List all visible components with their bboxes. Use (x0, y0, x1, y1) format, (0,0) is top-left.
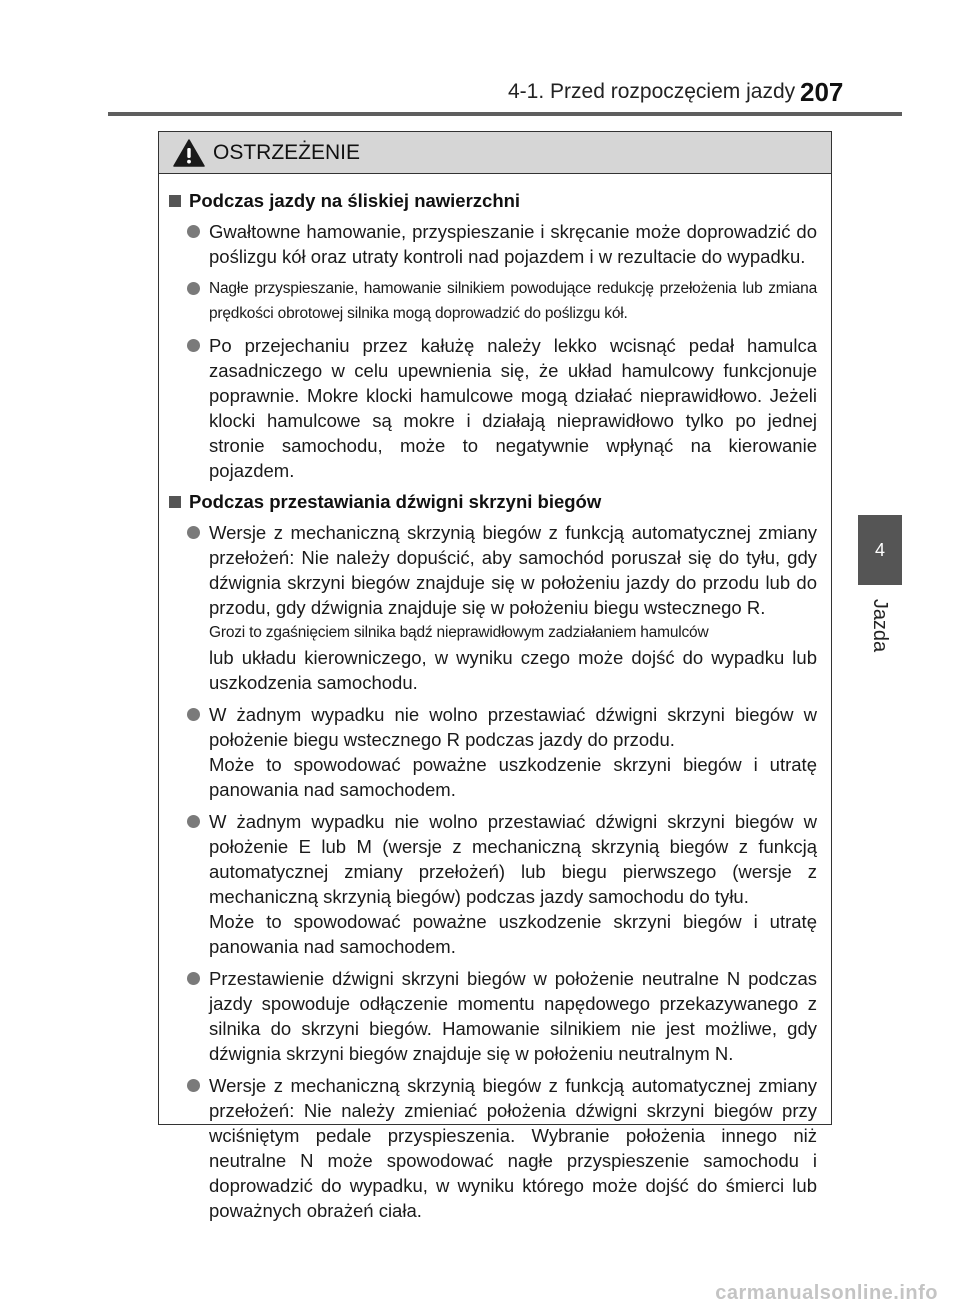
section-title-text: Podczas przestawiania dźwigni skrzyni biegów (189, 491, 602, 512)
chapter-tab-label (862, 595, 898, 655)
bullet-text (209, 520, 817, 695)
bullet-text (209, 219, 817, 269)
bullet-item (187, 809, 817, 959)
warning-header (159, 132, 831, 174)
bullet-item (187, 276, 817, 326)
round-bullet-icon (187, 972, 200, 985)
bullet-text (209, 702, 817, 802)
bullet-paragraph: W żadnym wypadku nie wolno przestawiać dźwigni skrzyni biegów w położenie E lub M (wersje z mechaniczną skrzynią biegów z funkcją automatycznej zmiany przełożeń) lub biegu pierwszego (wersje z mechaniczną skrzynią biegów) podczas jazdy samochodu do tyłu. (209, 811, 817, 907)
warning-triangle-icon (173, 139, 205, 167)
round-bullet-icon (187, 339, 200, 352)
bullet-paragraph: Wersje z mechaniczną skrzynią biegów z funkcją automatycznej zmiany przełożeń: Nie należy dopuścić, aby samochód poruszał się do tyłu, gdy dźwignia skrzyni biegów znajduje się w położeniu jazdy do przodu lub do przodu, gdy dźwignia znajduje się w położeniu biegu wstecznego R. (209, 522, 817, 618)
warning-box (158, 131, 832, 1221)
warning-title: OSTRZEŻENIE (213, 140, 361, 164)
bullet-paragraph: Przestawienie dźwigni skrzyni biegów w położenie neutralne N podczas jazdy spowoduje odłączenie momentu napędowego przekazywanego z silnika do skrzyni biegów. Hamowanie silnikiem nie jest możliwe, gdy dźwignia skrzyni biegów znajduje się w położeniu neutralnym N. (209, 968, 817, 1064)
bullet-text (209, 333, 817, 483)
section-title: 4-1. Przed rozpoczęciem jazdy (508, 80, 796, 103)
warning-section-title (169, 491, 817, 513)
bullet-paragraph: lub układu kierowniczego, w wyniku czego może dojść do wypadku lub uszkodzenia samochodu. (209, 647, 817, 693)
bullet-text (209, 1073, 817, 1223)
warning-section-title (169, 190, 817, 212)
site-watermark: carmanualsonline.info (715, 1282, 938, 1304)
bullet-item (187, 702, 817, 802)
bullet-paragraph: Może to spowodować poważne uszkodzenie skrzyni biegów i utratę panowania nad samochodem. (209, 911, 817, 957)
round-bullet-icon (187, 282, 200, 295)
round-bullet-icon (187, 526, 200, 539)
round-bullet-icon (187, 815, 200, 828)
chapter-tab-number: 4 (858, 515, 902, 585)
bullet-paragraph: Może to spowodować poważne uszkodzenie skrzyni biegów i utratę panowania nad samochodem. (209, 754, 817, 800)
round-bullet-icon (187, 225, 200, 238)
bullet-text (209, 809, 817, 959)
bullet-item (187, 520, 817, 695)
header-divider (108, 112, 902, 116)
bullet-paragraph: W żadnym wypadku nie wolno przestawiać dźwigni skrzyni biegów w położenie biegu wstecznego R podczas jazdy do przodu. (209, 704, 817, 750)
bullet-paragraph: Gwałtowne hamowanie, przyspieszanie i skręcanie może doprowadzić do poślizgu kół oraz utraty kontroli nad pojazdem i w rezultacie do wypadku. (209, 221, 817, 267)
bullet-text (209, 276, 817, 326)
square-bullet-icon (169, 496, 181, 508)
chapter-tab-label-text: Jazda (869, 598, 892, 652)
bullet-paragraph: Po przejechaniu przez kałużę należy lekko wcisnąć pedał hamulca zasadniczego w celu upewnienia się, że układ hamulcowy funkcjonuje poprawnie. Mokre klocki hamulcowe mogą działać nieprawidłowo. Jeżeli klocki hamulcowe są mokre i działają nieprawidłowo tylko po jednej stronie samochodu, może to negatywnie wpłynąć na kierowanie pojazdem. (209, 335, 817, 481)
bullet-item (187, 966, 817, 1066)
bullet-item (187, 219, 817, 269)
square-bullet-icon (169, 195, 181, 207)
bullet-paragraph: Nagłe przyspieszanie, hamowanie silnikiem powodujące redukcję przełożenia lub zmiana prędkości obrotowej silnika mogą doprowadzić do poślizgu kół. (209, 280, 817, 322)
bullet-item (187, 1073, 817, 1223)
round-bullet-icon (187, 708, 200, 721)
warning-body (159, 174, 831, 1223)
bullet-item (187, 333, 817, 483)
bullet-paragraph: Grozi to zgaśnięciem silnika bądź nieprawidłowym zadziałaniem hamulców (209, 624, 709, 641)
page-number: 207 (800, 77, 844, 107)
round-bullet-icon (187, 1079, 200, 1092)
bullet-paragraph: Wersje z mechaniczną skrzynią biegów z funkcją automatycznej zmiany przełożeń: Nie należy zmieniać położenia dźwigni skrzyni biegów przy wciśniętym pedale przyspieszenia. Wybranie położenia innego niż neutralne N może spowodować nagłe przyspieszenie samochodu i doprowadzić do wypadku, w wyniku którego może dojść do śmierci lub poważnych obrażeń ciała. (209, 1075, 817, 1221)
section-title-text: Podczas jazdy na śliskiej nawierzchni (189, 190, 521, 211)
bullet-text (209, 966, 817, 1066)
